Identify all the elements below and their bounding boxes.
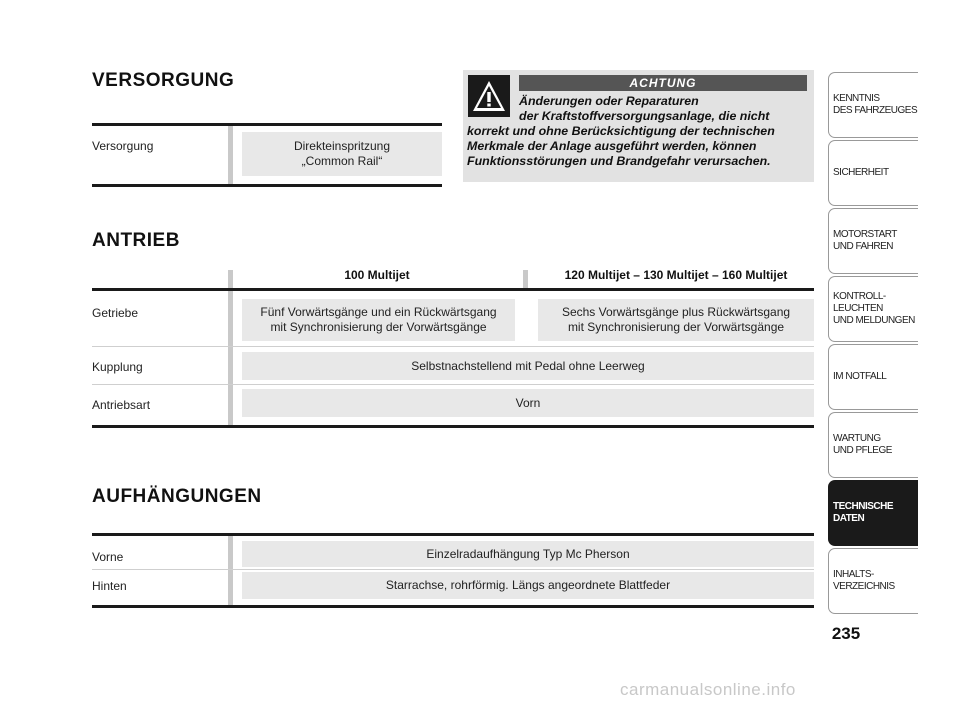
column-header-multijet-range: 120 Multijet – 130 Multijet – 160 Multijet: [564, 268, 788, 282]
value-versorgung: [242, 132, 442, 176]
page-number: 235: [831, 624, 861, 643]
section-title-versorgung: VERSORGUNG: [92, 70, 235, 91]
row-label-antriebsart: Antriebsart: [92, 398, 151, 412]
tab-sicherheit[interactable]: [828, 140, 918, 206]
row-label-versorgung: Versorgung: [92, 139, 154, 153]
value-line: Vorn: [515, 395, 541, 410]
tab-label-line: TECHNISCHE: [833, 501, 894, 512]
row-divider: [92, 569, 814, 570]
row-label-hinten: Hinten: [92, 579, 127, 593]
tab-label-line: DATEN: [833, 513, 865, 524]
value-line: Fünf Vorwärtsgänge und ein Rückwärtsgang: [260, 305, 497, 319]
tab-label: [833, 433, 892, 457]
tab-label: [833, 93, 917, 117]
value-line: mit Synchronisierung der Vorwärtsgänge: [270, 320, 487, 334]
value-vorne: [242, 541, 814, 567]
tab-label: [833, 291, 915, 327]
column-divider: [523, 270, 528, 288]
tab-label: [833, 371, 886, 383]
value-line: mit Synchronisierung der Vorwärtsgänge: [567, 320, 785, 334]
tab-kenntnis-des-fahrzeuges[interactable]: [828, 72, 918, 138]
value-getriebe-multijet-range: [538, 299, 814, 341]
tab-label-line: WARTUNG: [833, 433, 881, 444]
tab-label-line: KENNTNIS: [833, 93, 880, 104]
tab-label-line: KONTROLL-: [833, 291, 886, 302]
table-bottom-rule: [92, 425, 814, 428]
row-label-vorne: Vorne: [92, 550, 124, 564]
column-divider: [228, 270, 233, 427]
tab-label: [833, 167, 889, 179]
row-label-kupplung: Kupplung: [92, 360, 143, 374]
warning-line: der Kraftstoffversorgungsanlage, die nicht: [519, 109, 770, 123]
value-line: „Common Rail“: [301, 154, 383, 168]
value-antriebsart: [242, 389, 814, 417]
tab-motorstart-und-fahren[interactable]: [828, 208, 918, 274]
table-bottom-rule: [92, 605, 814, 608]
value-line: Einzelradaufhängung Typ Mc Pherson: [426, 546, 630, 561]
warning-line: Merkmale der Anlage ausgeführt werden, können: [467, 139, 757, 153]
tab-label-line: UND MELDUNGEN: [833, 315, 915, 326]
value-kupplung: [242, 352, 814, 380]
tab-kontrollleuchten-und-meldungen[interactable]: [828, 276, 918, 342]
row-divider: [92, 384, 814, 385]
value-getriebe-100: [242, 299, 515, 341]
warning-line: Funktionsstörungen und Brandgefahr verursachen.: [467, 154, 771, 168]
tab-im-notfall[interactable]: [828, 344, 918, 410]
table-bottom-rule: [92, 184, 442, 187]
tab-label-line: UND PFLEGE: [833, 445, 892, 456]
column-header-100-multijet: 100 Multijet: [344, 268, 410, 282]
table-top-rule: [92, 288, 814, 291]
warning-line: korrekt und ohne Berücksichtigung der technischen: [467, 124, 775, 138]
watermark: carmanualsonline.info: [620, 680, 796, 699]
section-title-aufhaengungen: AUFHÄNGUNGEN: [92, 486, 262, 507]
row-label-getriebe: Getriebe: [92, 306, 139, 320]
value-line: Direkteinspritzung: [293, 139, 391, 153]
tab-technische-daten[interactable]: [828, 480, 918, 546]
warning-heading: ACHTUNG: [519, 75, 807, 91]
tab-label-line: SICHERHEIT: [833, 167, 889, 178]
tab-label-line: LEUCHTEN: [833, 303, 883, 314]
tab-label-line: IM NOTFALL: [833, 371, 887, 382]
tab-label-line: VERZEICHNIS: [833, 581, 895, 592]
warning-text: [467, 94, 812, 169]
table-top-rule: [92, 123, 442, 126]
value-line: Starrachse, rohrförmig. Längs angeordnete Blattfeder: [385, 578, 671, 592]
tab-label-line: DES FAHRZEUGES: [833, 105, 918, 116]
column-divider: [228, 536, 233, 606]
tab-label-line: INHALTS-: [833, 569, 874, 580]
column-divider: [228, 126, 233, 184]
value-hinten: [242, 572, 814, 599]
tab-label: [833, 569, 895, 593]
tab-label-line: UND FAHREN: [833, 241, 894, 252]
tab-inhaltsverzeichnis[interactable]: [828, 548, 918, 614]
tab-label: [833, 501, 893, 525]
tab-wartung-und-pflege[interactable]: [828, 412, 918, 478]
value-line: Sechs Vorwärtsgänge plus Rückwärtsgang: [561, 305, 791, 319]
warning-line: Änderungen oder Reparaturen: [519, 94, 699, 108]
tab-label: [833, 229, 897, 253]
tab-label-line: MOTORSTART: [833, 229, 897, 240]
row-divider: [92, 346, 814, 347]
table-top-rule: [92, 533, 814, 536]
section-title-antrieb: ANTRIEB: [92, 230, 180, 251]
value-line: Selbstnachstellend mit Pedal ohne Leerweg: [411, 358, 645, 373]
warning-box: [463, 70, 814, 182]
